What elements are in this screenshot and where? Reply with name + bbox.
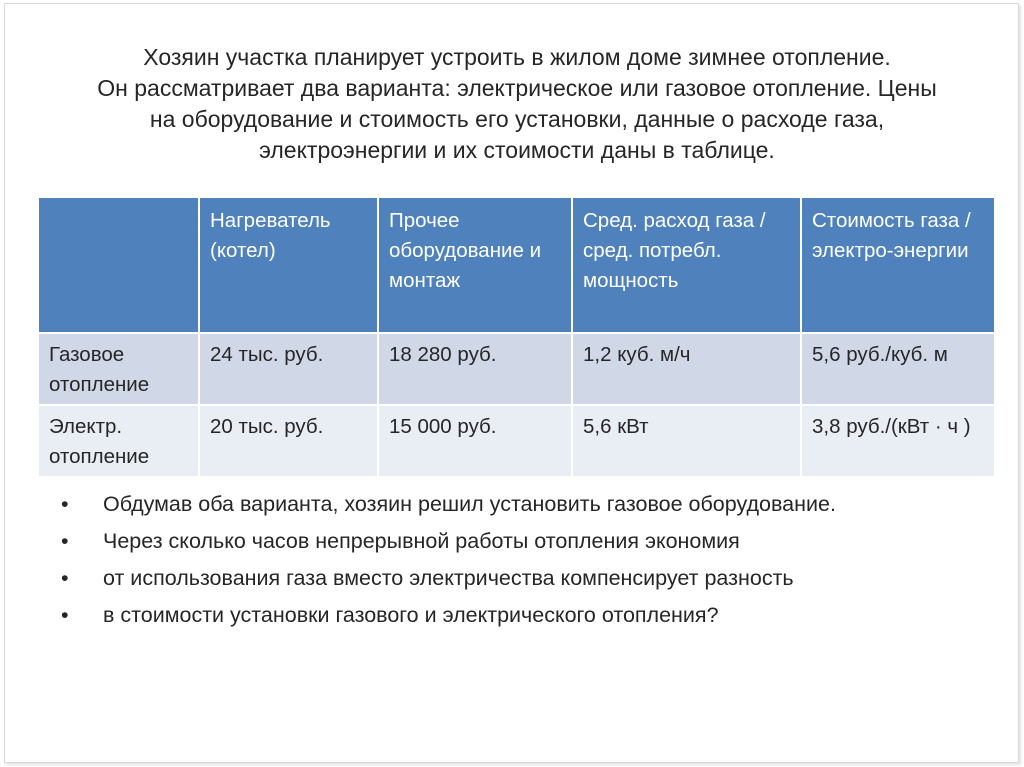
table-row [39,406,994,478]
row-label-electric: Электр. отопление [39,406,200,478]
bullet-list [61,491,961,639]
row-label-gas: Газовое отопление [39,334,200,406]
bullet-text: Обдумав оба варианта, хозяин решил установить газовое оборудование. [103,492,836,516]
intro-line: Он рассматривает два варианта: электрическое или газовое отопление. Цены [97,75,937,101]
header-consumption: Сред. расход газа / сред. потребл. мощность [573,198,802,334]
intro-line: на оборудование и стоимость его установки, данные о расходе газа, [149,106,885,132]
bullet-icon: • [61,529,69,553]
header-cost: Стоимость газа / электро-энергии [802,198,994,334]
table-cell: 5,6 кВт [573,406,802,478]
table-cell: 5,6 руб./куб. м [802,334,994,406]
table-header-row [39,198,994,334]
slide [4,3,1019,763]
table-row [39,334,994,406]
table-cell: 1,2 куб. м/ч [573,334,802,406]
table-cell: 20 тыс. руб. [200,406,379,478]
bullet-text: в стоимости установки газового и электрического отопления? [103,603,719,627]
intro-text [19,42,1015,166]
intro-line: Хозяин участка планирует устроить в жилом доме зимнее отопление. [143,44,891,70]
bullet-icon: • [61,603,69,627]
list-item [61,528,961,555]
list-item [61,565,961,592]
header-heater: Нагреватель (котел) [200,198,379,334]
price-table [39,198,994,478]
table-cell: 24 тыс. руб. [200,334,379,406]
list-item [61,491,961,518]
table-cell: 15 000 руб. [379,406,573,478]
header-empty-cell [39,198,200,334]
bullet-icon: • [61,566,69,590]
list-item [61,602,961,629]
bullet-text: от использования газа вместо электричества компенсирует разность [103,566,794,590]
bullet-icon: • [61,492,69,516]
intro-line: электроэнергии и их стоимости даны в таблице. [259,137,775,163]
table-cell: 3,8 руб./(кВт · ч ) [802,406,994,478]
header-other-equipment: Прочее оборудование и монтаж [379,198,573,334]
bullet-text: Через сколько часов непрерывной работы отопления экономия [103,529,740,553]
table-cell: 18 280 руб. [379,334,573,406]
